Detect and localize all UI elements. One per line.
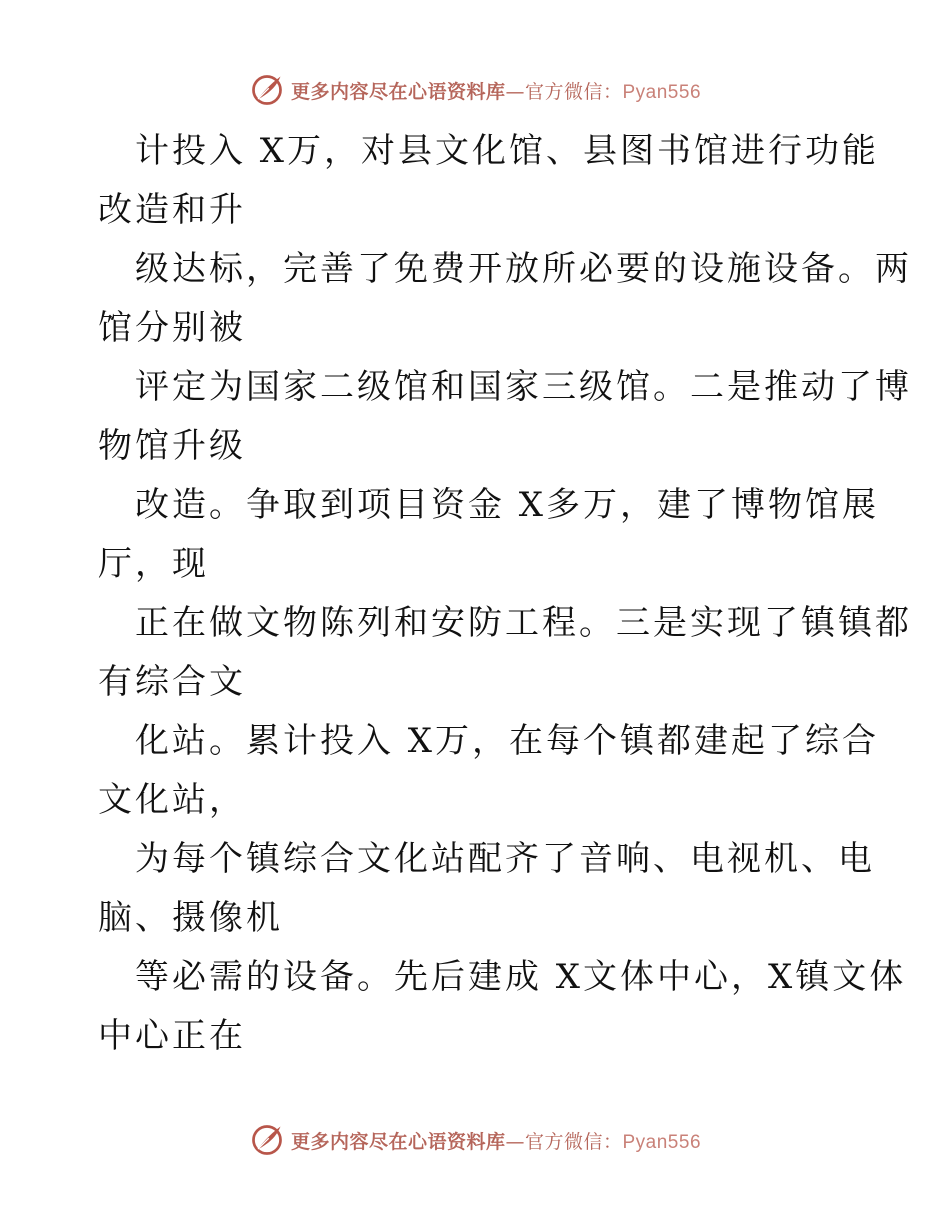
paragraph bbox=[98, 476, 880, 594]
footer-banner-content bbox=[249, 1122, 701, 1158]
banner-separator: — bbox=[505, 80, 525, 103]
paragraph bbox=[98, 594, 912, 712]
paragraph-line-wrap: 厅，现 bbox=[98, 544, 209, 584]
wechat-handle: Pyan556 bbox=[622, 81, 702, 103]
banner-text bbox=[291, 77, 701, 104]
wechat-label: 官方微信： bbox=[524, 1130, 623, 1153]
paragraph-line: 为每个镇综合文化站配齐了音响、电视机、电 bbox=[135, 839, 875, 879]
banner-text bbox=[291, 1127, 701, 1154]
banner-separator: — bbox=[505, 1130, 525, 1153]
paragraph-line: 级达标，完善了免费开放所必要的设施设备。两 bbox=[135, 249, 912, 289]
site-name: 更多内容尽在心语资料库 bbox=[290, 1130, 506, 1153]
paragraph-line-wrap: 馆分别被 bbox=[98, 308, 246, 348]
wechat-handle: Pyan556 bbox=[622, 1131, 702, 1153]
paragraph bbox=[98, 712, 880, 830]
header-banner-content bbox=[249, 72, 701, 108]
paragraph bbox=[98, 240, 912, 358]
document-body bbox=[98, 122, 912, 1066]
paragraph-line-wrap: 文化站， bbox=[98, 780, 246, 820]
paragraph-line-wrap: 物馆升级 bbox=[98, 426, 246, 466]
paragraph bbox=[98, 830, 875, 948]
paragraph-line: 计投入 X万，对县文化馆、县图书馆进行功能 bbox=[135, 131, 880, 171]
quill-logo-icon bbox=[249, 72, 285, 108]
site-name: 更多内容尽在心语资料库 bbox=[290, 80, 506, 103]
quill-logo-icon bbox=[249, 1122, 285, 1158]
paragraph-line-wrap: 改造和升 bbox=[98, 190, 246, 230]
paragraph-line: 正在做文物陈列和安防工程。三是实现了镇镇都 bbox=[135, 603, 912, 643]
paragraph-line: 评定为国家二级馆和国家三级馆。二是推动了博 bbox=[135, 367, 912, 407]
paragraph-line-wrap: 脑、摄像机 bbox=[98, 898, 283, 938]
paragraph bbox=[98, 122, 880, 240]
paragraph-line: 化站。累计投入 X万，在每个镇都建起了综合 bbox=[135, 721, 880, 761]
paragraph bbox=[98, 948, 907, 1066]
paragraph-line: 改造。争取到项目资金 X多万，建了博物馆展 bbox=[135, 485, 880, 525]
wechat-label: 官方微信： bbox=[524, 80, 623, 103]
paragraph-line-wrap: 中心正在 bbox=[98, 1016, 246, 1056]
footer-banner bbox=[0, 1120, 950, 1160]
paragraph-line-wrap: 有综合文 bbox=[98, 662, 246, 702]
paragraph bbox=[98, 358, 912, 476]
header-banner bbox=[0, 70, 950, 110]
paragraph-line: 等必需的设备。先后建成 X文体中心，X镇文体 bbox=[135, 957, 907, 997]
